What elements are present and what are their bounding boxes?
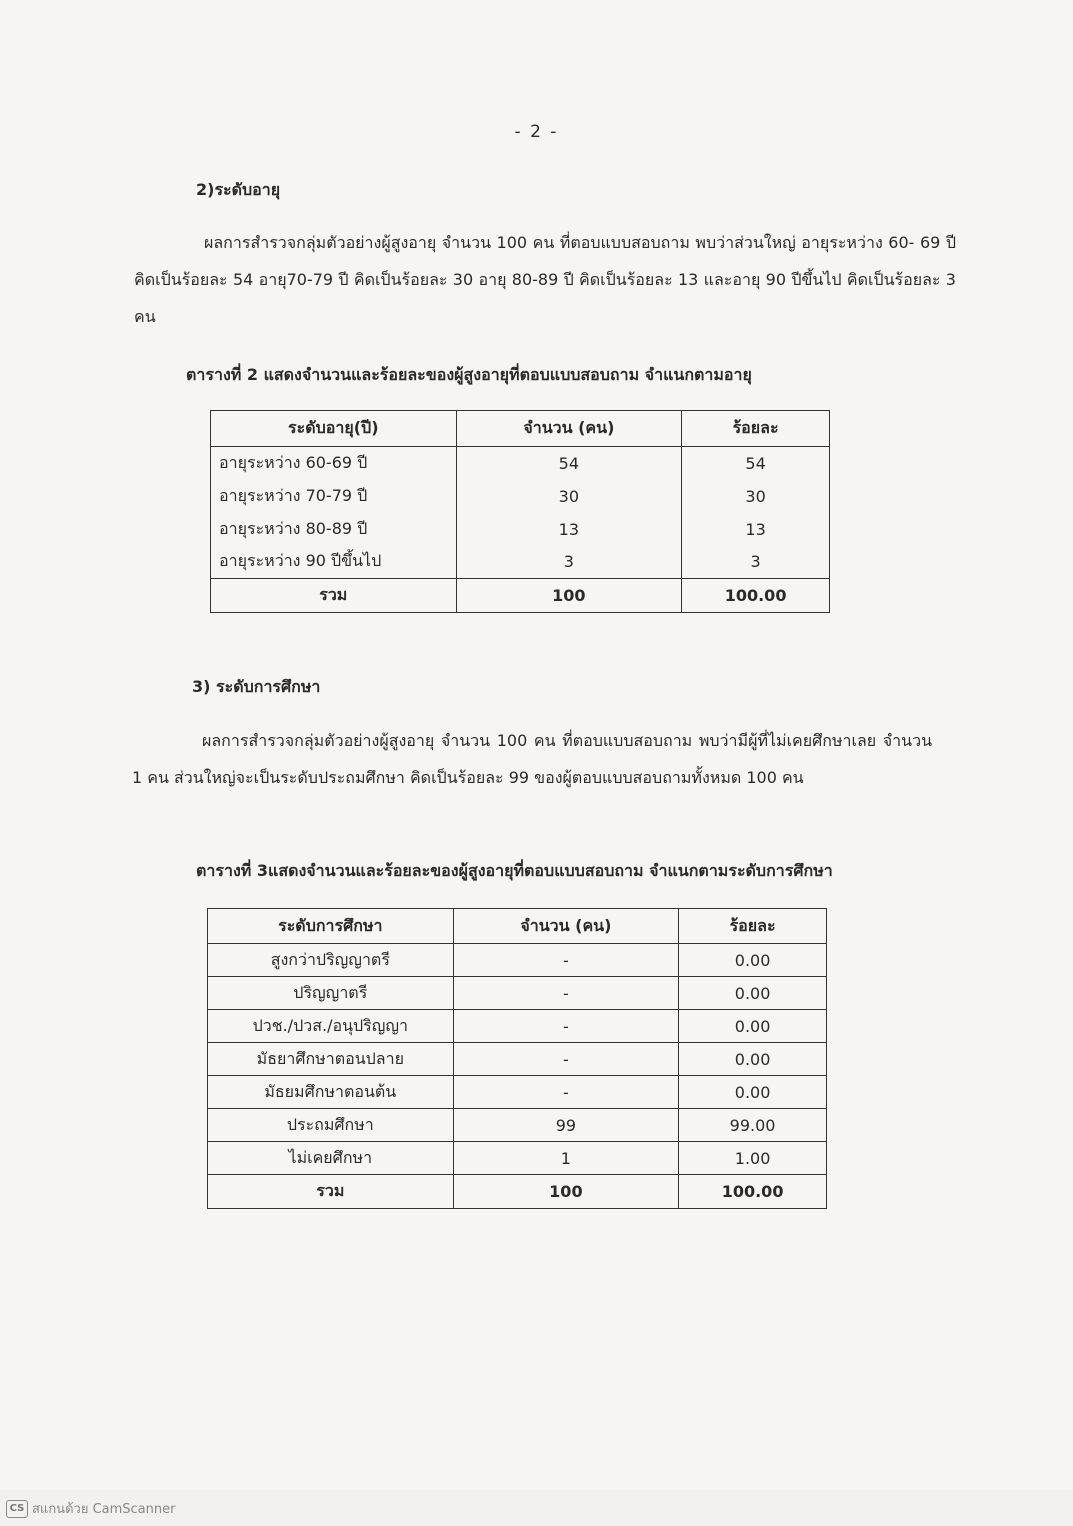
cell-education-level: มัธยมศึกษาตอนต้น	[208, 1076, 454, 1109]
table-header-row	[208, 909, 827, 944]
cell-education-level: ประถมศึกษา	[208, 1109, 454, 1142]
table-total-row	[211, 579, 830, 613]
table-caption-age: ตารางที่ 2 แสดงจำนวนและร้อยละของผู้สูงอายุที่ตอบแบบสอบถาม จำแนกตามอายุ	[186, 365, 752, 384]
table-row	[208, 944, 827, 977]
column-header-age: ระดับอายุ(ปี)	[211, 411, 457, 447]
cell-age-group: อายุระหว่าง 70-79 ปี	[211, 480, 457, 513]
table-row	[211, 447, 830, 480]
cell-total-label: รวม	[208, 1175, 454, 1209]
cell-count: 54	[456, 447, 682, 480]
age-table	[210, 410, 830, 613]
table-row	[211, 546, 830, 579]
cell-count: -	[453, 944, 679, 977]
cell-age-group: อายุระหว่าง 60-69 ปี	[211, 447, 457, 480]
table-row	[208, 1010, 827, 1043]
cell-count: 3	[456, 546, 682, 579]
cell-count: 30	[456, 480, 682, 513]
paragraph-age	[134, 224, 956, 335]
table-row	[208, 1043, 827, 1076]
cell-age-group: อายุระหว่าง 80-89 ปี	[211, 513, 457, 546]
cell-total-percent: 100.00	[682, 579, 830, 613]
cell-total-count: 100	[453, 1175, 679, 1209]
cell-count: 13	[456, 513, 682, 546]
paragraph-education-text: ผลการสำรวจกลุ่มตัวอย่างผู้สูงอายุ จำนวน 100 คน ที่ตอบแบบสอบถาม พบว่ามีผู้ที่ไม่เคยศึกษาเลย จำนวน 1 คน ส่วนใหญ่จะเป็นระดับประถมศึกษา คิดเป็นร้อยละ 99 ของผู้ตอบแบบสอบถามทั้งหมด 100 คน	[132, 731, 932, 787]
table-total-row	[208, 1175, 827, 1209]
cell-percent: 3	[682, 546, 830, 579]
watermark-text: สแกนด้วย CamScanner	[32, 1502, 176, 1517]
table-row	[208, 1142, 827, 1175]
cell-percent: 99.00	[679, 1109, 827, 1142]
cell-age-group: อายุระหว่าง 90 ปีขึ้นไป	[211, 546, 457, 579]
table-header-row	[211, 411, 830, 447]
cell-percent: 0.00	[679, 1010, 827, 1043]
paragraph-education	[132, 722, 932, 796]
column-header-count: จำนวน (คน)	[456, 411, 682, 447]
cell-count: -	[453, 1043, 679, 1076]
cell-percent: 0.00	[679, 944, 827, 977]
cell-education-level: ไม่เคยศึกษา	[208, 1142, 454, 1175]
cell-percent: 1.00	[679, 1142, 827, 1175]
cell-percent: 13	[682, 513, 830, 546]
cell-count: -	[453, 1010, 679, 1043]
cell-percent: 0.00	[679, 1076, 827, 1109]
cell-count: 1	[453, 1142, 679, 1175]
column-header-percent: ร้อยละ	[679, 909, 827, 944]
page-number: - 2 -	[514, 122, 559, 142]
column-header-count: จำนวน (คน)	[453, 909, 679, 944]
cell-total-percent: 100.00	[679, 1175, 827, 1209]
cell-education-level: มัธยาศึกษาตอนปลาย	[208, 1043, 454, 1076]
column-header-education: ระดับการศึกษา	[208, 909, 454, 944]
table-row	[208, 1109, 827, 1142]
education-table	[207, 908, 827, 1209]
table-row	[211, 513, 830, 546]
table-caption-education: ตารางที่ 3แสดงจำนวนและร้อยละของผู้สูงอายุที่ตอบแบบสอบถาม จำแนกตามระดับการศึกษา	[196, 861, 833, 880]
cell-percent: 0.00	[679, 1043, 827, 1076]
table-row	[208, 977, 827, 1010]
cell-count: -	[453, 977, 679, 1010]
section-heading-education: 3) ระดับการศึกษา	[192, 677, 321, 696]
column-header-percent: ร้อยละ	[682, 411, 830, 447]
cell-education-level: ปวช./ปวส./อนุปริญญา	[208, 1010, 454, 1043]
table-row	[211, 480, 830, 513]
cell-education-level: ปริญญาตรี	[208, 977, 454, 1010]
scanner-watermark	[6, 1498, 175, 1519]
cell-education-level: สูงกว่าปริญญาตรี	[208, 944, 454, 977]
camscanner-logo-icon: CS	[6, 1500, 28, 1518]
cell-percent: 30	[682, 480, 830, 513]
section-heading-age: 2)ระดับอายุ	[196, 180, 281, 199]
cell-count: 99	[453, 1109, 679, 1142]
cell-total-label: รวม	[211, 579, 457, 613]
cell-percent: 0.00	[679, 977, 827, 1010]
cell-count: -	[453, 1076, 679, 1109]
cell-total-count: 100	[456, 579, 682, 613]
cell-percent: 54	[682, 447, 830, 480]
paragraph-age-text: ผลการสำรวจกลุ่มตัวอย่างผู้สูงอายุ จำนวน 100 คน ที่ตอบแบบสอบถาม พบว่าส่วนใหญ่ อายุระหว่าง 60- 69 ปี คิดเป็นร้อยละ 54 อายุ70-79 ปี คิดเป็นร้อยละ 30 อายุ 80-89 ปี คิดเป็นร้อยละ 13 และอายุ 90 ปีขึ้นไป คิดเป็นร้อยละ 3 คน	[134, 233, 956, 326]
table-row	[208, 1076, 827, 1109]
